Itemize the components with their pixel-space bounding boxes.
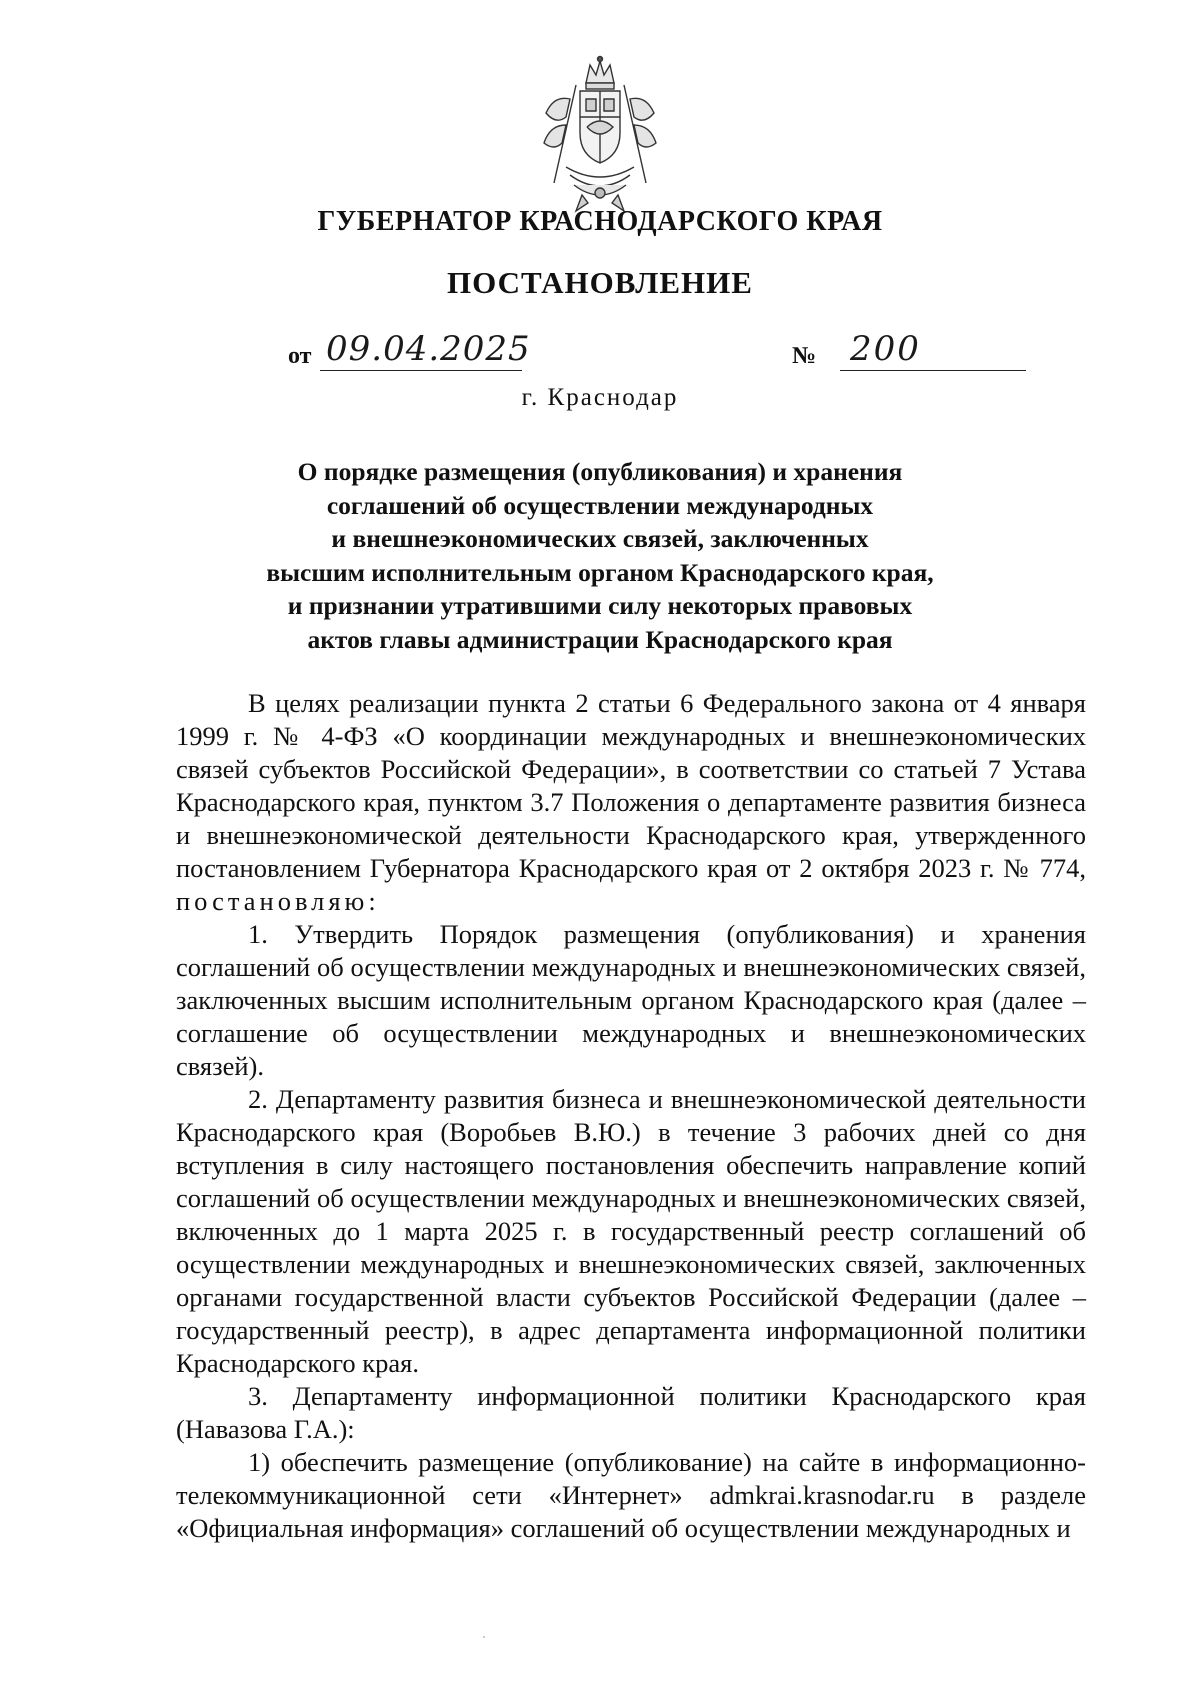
handwritten-date: 09.04.2025 — [326, 329, 531, 369]
subject-line: О порядке размещения (опубликования) и хранения — [297, 457, 903, 486]
subject-line: и внешнеэкономических связей, заключенных — [331, 524, 869, 553]
item-2-paragraph: 2. Департаменту развития бизнеса и внешнеэкономической деятельности Краснодарского края (Воробьев В.Ю.) в течение 3 рабочих дней со дня вступления в силу настоящего постановления обеспечить направление копий соглашений об осуществлении международных и внешнеэкономических связей, включенных до 1 марта 2025 г. в государственный реестр соглашений об осуществлении международных и внешнеэкономических связей, заключенных органами государственной власти субъектов Российской Федерации (далее – государственный реестр), в адрес департамента информационной политики Краснодарского края. — [176, 1084, 1086, 1378]
item-3-1-paragraph: 1) обеспечить размещение (опубликование) на сайте в информационно-телекоммуникационной сети «Интернет» admkrai.krasnodar.ru в разделе «Официальная информация» соглашений об осуществлении международных и — [176, 1447, 1086, 1543]
preamble-text: В целях реализации пункта 2 статьи 6 Федерального закона от 4 января 1999 г. № 4-ФЗ «О координации международных и внешнеэкономических связей субъектов Российской Федерации», в соответствии со статьей 7 Устава Краснодарского края, пунктом 3.7 Положения о департаменте развития бизнеса и внешнеэкономической деятельности Краснодарского края, утвержденного постановлением Губернатора Краснодарского края от 2 октября 2023 г. № 774, — [176, 688, 1086, 883]
date-label: от — [288, 343, 312, 369]
subject-line: и признании утратившими силу некоторых правовых — [287, 591, 913, 620]
subject-line: высшим исполнительным органом Краснодарского края, — [266, 557, 934, 587]
item-3-paragraph: 3. Департаменту информационной политики Краснодарского края (Навазова Г.А.): — [176, 1381, 1086, 1444]
subject-line: актов главы администрации Краснодарского края — [307, 624, 893, 654]
document-body — [176, 687, 1086, 1545]
city: г. Краснодар — [521, 384, 679, 411]
scan-speck — [483, 1636, 485, 1638]
number-underline — [840, 370, 1026, 371]
number-label: № — [792, 343, 817, 369]
date-underline — [320, 370, 522, 371]
item-1-paragraph: 1. Утвердить Порядок размещения (опубликования) и хранения соглашений об осуществлении международных и внешнеэкономических связей, заключенных высшим исполнительным органом Краснодарского края (далее – соглашение об осуществлении международных и внешнеэкономических связей). — [176, 919, 1086, 1081]
handwritten-number: 200 — [850, 329, 921, 369]
preamble-paragraph — [176, 687, 1086, 918]
document-subject — [240, 455, 960, 656]
decree-word: постановляю: — [176, 886, 380, 916]
subject-line: соглашений об осуществлении международных — [326, 490, 874, 520]
issuing-authority: ГУБЕРНАТОР КРАСНОДАРСКОГО КРАЯ — [317, 206, 883, 237]
document-type: ПОСТАНОВЛЕНИЕ — [447, 265, 753, 300]
krasnodar-coat-of-arms-emblem — [540, 55, 660, 225]
